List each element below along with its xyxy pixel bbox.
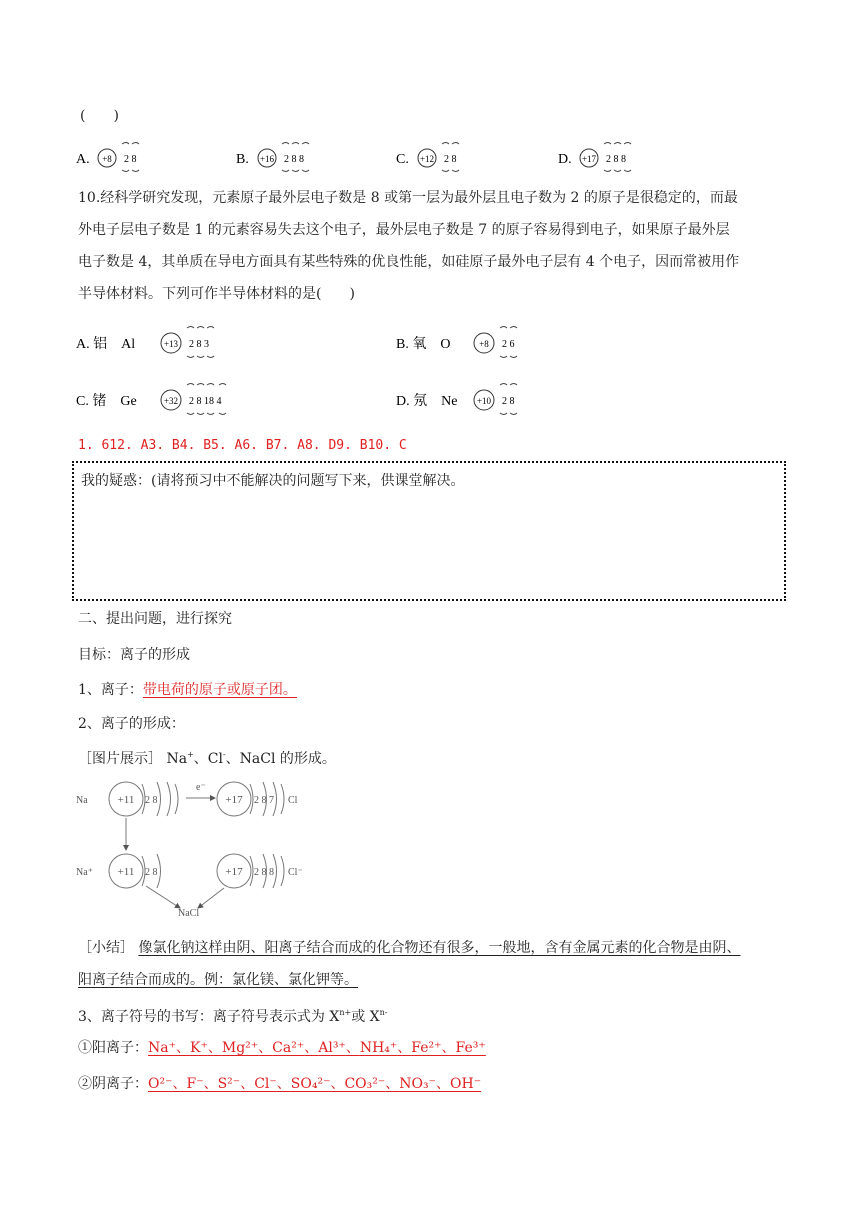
svg-text:2 8 8: 2 8 8 <box>284 154 304 165</box>
summary-line1 <box>78 938 740 958</box>
svg-text:2 8 3: 2 8 3 <box>189 339 209 350</box>
anions-line <box>78 1074 481 1094</box>
anion-item: F⁻ <box>186 1076 204 1092</box>
anion-item: O²⁻ <box>148 1076 173 1092</box>
cl-ion-shells: 2 8 8 <box>254 867 274 878</box>
svg-text:+17: +17 <box>581 154 597 164</box>
q10-options <box>74 320 634 420</box>
ion-symbol-text: 3、离子符号的书写：离子符号表示式为 X <box>78 1009 340 1025</box>
q9-option-b <box>236 143 309 172</box>
svg-text:+10: +10 <box>476 396 492 406</box>
ion-definition <box>78 680 297 700</box>
svg-text:2 8: 2 8 <box>444 154 457 165</box>
cl-ion-nucleus: +17 <box>225 866 243 878</box>
svg-text:A.: A. <box>76 152 90 167</box>
nacl-formation-diagram <box>74 776 334 926</box>
answer-key: 1. 612. A3. B4. B5. A6. B7. A8. D9. B10. C <box>78 438 407 453</box>
q9-options <box>74 136 694 176</box>
q10-line3: 电子数是 4，其单质在导电方面具有某些特殊的优良性能，如硅原子最外电子层有 4 个电子，因而常被用作 <box>78 254 740 270</box>
anion-item: NO₃⁻ <box>399 1076 437 1092</box>
anions-list: O²⁻、F⁻、S²⁻、Cl⁻、SO₄²⁻、CO₃²⁻、NO₃⁻、OH⁻ <box>148 1076 482 1092</box>
cl-ion-label: Cl⁻ <box>288 867 303 878</box>
doubt-box[interactable] <box>72 461 786 601</box>
na-ion-label: Na⁺ <box>76 867 93 878</box>
svg-text:2 8 18 4: 2 8 18 4 <box>189 396 222 407</box>
display-na-charge: + <box>187 750 194 759</box>
anion-item: OH⁻ <box>450 1076 482 1092</box>
q10-option-a <box>76 327 214 358</box>
cation-item: NH₄⁺ <box>359 1040 398 1056</box>
svg-text:2 8: 2 8 <box>124 154 137 165</box>
svg-text:C. 锗 Ge: C. 锗 Ge <box>76 394 137 409</box>
goal-text: 目标：离子的形成 <box>78 647 190 663</box>
svg-text:C.: C. <box>396 152 409 167</box>
cl-shells: 2 8 7 <box>254 795 274 806</box>
q9-paren: ( ) <box>80 108 119 124</box>
summary-text-1: 像氯化钠这样由阴、阳离子结合而成的化合物还有很多，一般地，含有金属元素的化合物是由阴、 <box>138 940 741 956</box>
svg-text:+12: +12 <box>419 154 435 164</box>
cl-nucleus: +17 <box>225 794 243 806</box>
anions-label: ②阴离子： <box>78 1076 148 1092</box>
na-ion-nucleus: +11 <box>117 866 135 878</box>
na-shells: 2 8 <box>145 795 158 806</box>
q9-option-d <box>558 143 631 172</box>
cation-item: Ca²⁺ <box>272 1040 305 1056</box>
ion-formation-heading: 2、离子的形成： <box>78 716 185 732</box>
anion-item: S²⁻ <box>217 1076 241 1092</box>
q10-option-d <box>396 384 517 415</box>
nacl-label: NaCl <box>178 908 200 919</box>
summary-label: ［小结］ <box>78 940 139 956</box>
svg-text:D. 氖 Ne: D. 氖 Ne <box>396 394 458 409</box>
ion-symbol-rule <box>78 1003 387 1027</box>
ion-symbol-or: 或 X <box>351 1009 380 1025</box>
na-ion-shells: 2 8 <box>145 867 158 878</box>
q10-option-c <box>76 384 226 415</box>
cl-atom-label: Cl <box>288 795 298 806</box>
svg-text:+13: +13 <box>163 339 179 349</box>
summary-text-2: 阳离子结合而成的。例：氯化镁、氯化钾等。 <box>78 972 358 988</box>
cations-line <box>78 1038 486 1058</box>
ion-definition-label: 1、离子： <box>78 682 143 698</box>
display-cl-charge: - <box>222 750 226 759</box>
section-heading: 二、提出问题，进行探究 <box>78 611 232 627</box>
anion-item: CO₃²⁻ <box>344 1076 386 1092</box>
doubt-box-prompt: 我的疑惑：(请将预习中不能解决的问题写下来，供课堂解决。 <box>81 473 465 489</box>
cation-item: Fe²⁺ <box>411 1040 442 1056</box>
svg-text:+16: +16 <box>259 154 275 164</box>
svg-text:2 6: 2 6 <box>502 339 515 350</box>
q9-option-a <box>76 143 139 172</box>
q10-option-b <box>396 327 517 358</box>
display-cl: 、Cl <box>193 751 223 767</box>
svg-text:+32: +32 <box>163 396 179 406</box>
anion-item: SO₄²⁻ <box>290 1076 331 1092</box>
cation-item: Na⁺ <box>148 1040 176 1056</box>
na-atom-label: Na <box>76 795 88 806</box>
cation-item: Fe³⁺ <box>455 1040 486 1056</box>
q10-line4: 半导体材料。下列可作半导体材料的是( ) <box>78 286 355 302</box>
cations-label: ①阳离子： <box>78 1040 148 1056</box>
svg-text:B.: B. <box>236 152 249 167</box>
cation-item: Mg²⁺ <box>221 1040 259 1056</box>
svg-text:+8: +8 <box>102 154 112 164</box>
ion-symbol-sup-positive: n+ <box>339 1008 352 1017</box>
svg-text:A. 铝 Al: A. 铝 Al <box>76 337 136 352</box>
cation-item: K⁺ <box>190 1040 208 1056</box>
cation-item: Al³⁺ <box>318 1040 346 1056</box>
display-na: ［图片展示］ Na <box>78 751 188 767</box>
cations-list: Na⁺、K⁺、Mg²⁺、Ca²⁺、Al³⁺、NH₄⁺、Fe²⁺、Fe³⁺ <box>148 1040 486 1056</box>
svg-text:B. 氧 O: B. 氧 O <box>396 337 451 352</box>
svg-text:2 8: 2 8 <box>502 396 515 407</box>
q10-line2: 外电子层电子数是 1 的元素容易失去这个电子，最外层电子数是 7 的原子容易得到电子，如果原子最外层 <box>78 222 730 238</box>
q9-option-c <box>396 143 459 172</box>
svg-text:D.: D. <box>558 152 572 167</box>
svg-text:+8: +8 <box>479 339 489 349</box>
electron-label: e⁻ <box>196 782 206 793</box>
na-nucleus: +11 <box>117 794 135 806</box>
display-nacl: 、NaCl 的形成。 <box>225 751 336 767</box>
svg-text:2 8 8: 2 8 8 <box>606 154 626 165</box>
ion-definition-answer: 带电荷的原子或原子团。 <box>142 682 297 698</box>
anion-item: Cl⁻ <box>254 1076 277 1092</box>
q10-line1: 10.经科学研究发现，元素原子最外层电子数是 8 或第一层为最外层且电子数为 2 的原子是很稳定的，而最 <box>78 190 738 206</box>
picture-display-line <box>78 745 336 769</box>
ion-symbol-sup-negative: n- <box>379 1008 388 1017</box>
